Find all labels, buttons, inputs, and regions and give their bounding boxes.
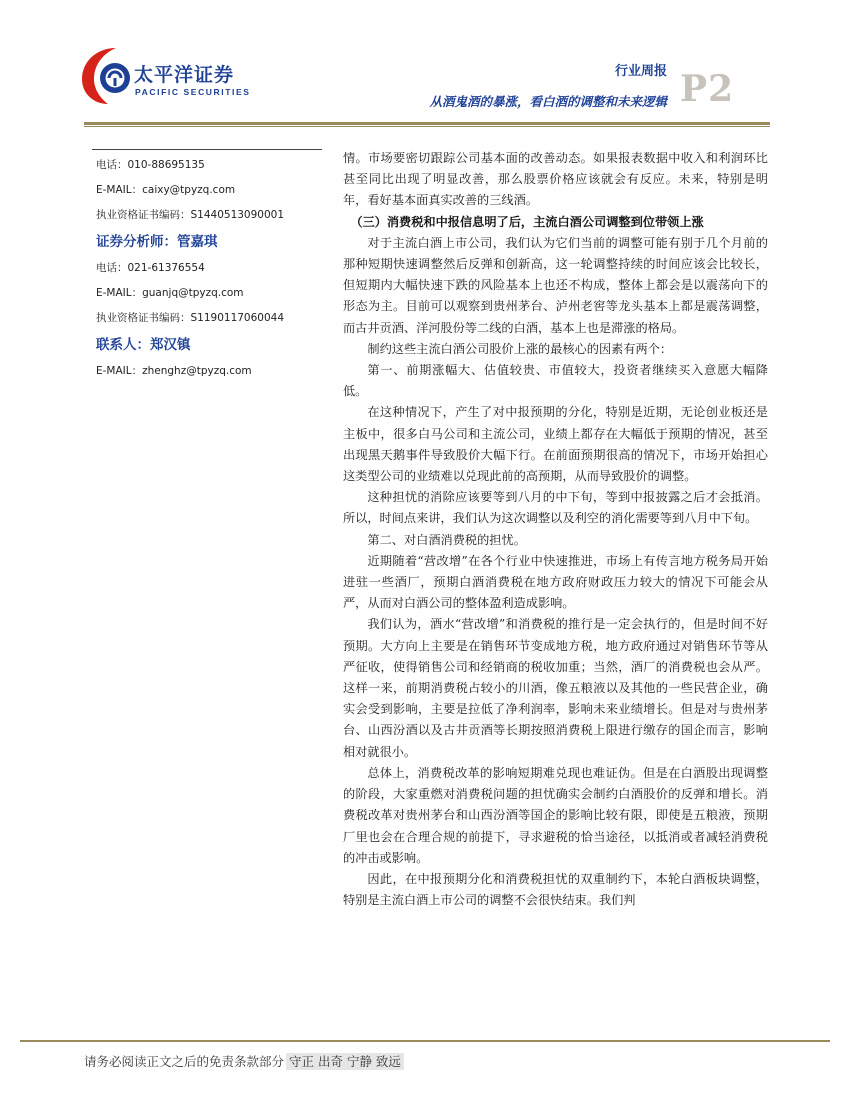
footer-motto: 守正 出奇 宁静 致远 <box>286 1053 404 1070</box>
body-paragraph: 总体上，消费税改革的影响短期难兑现也难证伪。但是在白酒股出现调整的阶段，大家重燃对消费税问题的担忧确实会制约白酒股价的反弹和增长。消费税改革对贵州茅台和山西汾酒等国企的影响比较有限，即使是五粮液，预期厂里也会在合理合规的前提下，寻求避税的恰当途径，以抵消或者减轻消费税的冲击或影响。 <box>343 765 768 865</box>
sidebar-divider <box>92 149 322 150</box>
analyst2-email: E-MAIL：guanjq@tpyzq.com <box>96 287 244 299</box>
report-body <box>343 148 768 911</box>
body-paragraph: 这种担忧的消除应该要等到八月的中下旬，等到中报披露之后才会抵消。所以，时间点来讲，我们认为这次调整以及利空的消化需要等到八月中下旬。 <box>343 490 768 526</box>
footer-disclaimer: 请务必阅读正文之后的免责条款部分 <box>84 1054 285 1069</box>
body-paragraph: 因此，在中报预期分化和消费税担忧的双重制约下，本轮白酒板块调整，特别是主流白酒上市公司的调整不会很快结束。我们判 <box>343 871 768 908</box>
report-type: 行业周报 <box>614 64 667 79</box>
contact-person-email: E-MAIL：zhenghz@tpyzq.com <box>96 365 252 377</box>
body-paragraph: 对于主流白酒上市公司，我们认为它们当前的调整可能有别于几个月前的那种短期快速调整然后反弹和创新高，这一轮调整持续的时间应该会比较长，但短期内大幅快速下跌的风险基本上也还不构成，整体上都会是以震荡向下的形态为主。目前可以观察到贵州茅台、泸州老窖等龙头基本上都是震荡调整，而古井贡酒、洋河股份等二线的白酒，基本上也是滞涨的格局。 <box>343 235 768 335</box>
header-divider <box>84 122 770 127</box>
company-logo-icon <box>78 44 142 106</box>
body-paragraph: 制约这些主流白酒公司股价上涨的最核心的因素有两个： <box>367 341 673 356</box>
footer <box>84 1052 404 1070</box>
contact-person-name: 联系人：郑汉镇 <box>96 337 191 353</box>
brand-name-cn: 太平洋证券 <box>134 64 235 86</box>
analyst2-certificate: 执业资格证书编码：S1190117060044 <box>96 312 285 324</box>
analyst2-name: 证券分析师：管嘉琪 <box>96 234 218 250</box>
body-paragraph: 近期随着“营改增”在各个行业中快速推进，市场上有传言地方税务局开始进驻一些酒厂，预期白酒消费税在地方政府财政压力较大的情况下可能会从严，从而对白酒公司的整体盈利造成影响。 <box>343 553 768 611</box>
body-paragraph: 我们认为，酒水“营改增”和消费税的推行是一定会执行的，但是时间不好预期。大方向上主要是在销售环节变成地方税，地方政府通过对销售环节等从严征收，使得销售公司和经销商的税收加重；当然，酒厂的消费税也会从严。这样一来，前期消费税占较小的川酒，像五粮液以及其他的一些民营企业，确实会受到影响，主要是拉低了净利润率，影响未来业绩增长。但是对与贵州茅台、山西汾酒以及古井贡酒等长期按照消费税上限进行缴存的国企而言，影响相对就很小。 <box>343 617 768 759</box>
section-heading: （三）消费税和中报信息明了后，主流白酒公司调整到位带领上涨 <box>350 214 704 229</box>
report-title: 从酒鬼酒的暴涨，看白酒的调整和未来逻辑 <box>429 94 667 109</box>
body-paragraph: 情。市场要密切跟踪公司基本面的改善动态。如果报表数据中收入和利润环比甚至同比出现了明显改善，那么股票价格应该就会有反应。未来，特别是明年，看好基本面真实改善的三线酒。 <box>343 151 768 208</box>
analyst1-certificate: 执业资格证书编码：S1440513090001 <box>96 209 285 221</box>
body-paragraph: 第二、对白酒消费税的担忧。 <box>367 532 526 547</box>
analyst-contact-sidebar <box>96 153 322 384</box>
analyst1-phone: 电话：010-88695135 <box>96 159 205 171</box>
analyst2-phone: 电话：021-61376554 <box>96 262 205 274</box>
page-number: P2 <box>680 68 735 110</box>
brand-name-en: PACIFIC SECURITIES <box>135 87 251 97</box>
body-paragraph: 在这种情况下，产生了对中报预期的分化，特别是近期，无论创业板还是主板中，很多白马公司和主流公司，业绩上都存在大幅低于预期的情况，甚至出现黑天鹅事件导致股价大幅下行。在前面预期很高的情况下，市场开始担心这类型公司的业绩难以兑现此前的高预期，从而导致股价的调整。 <box>343 405 768 484</box>
body-paragraph: 第一、前期涨幅大、估值较贵、市值较大，投资者继续买入意愿大幅降低。 <box>343 363 768 399</box>
analyst1-email: E-MAIL：caixy@tpyzq.com <box>96 184 236 196</box>
footer-divider <box>20 1040 830 1042</box>
